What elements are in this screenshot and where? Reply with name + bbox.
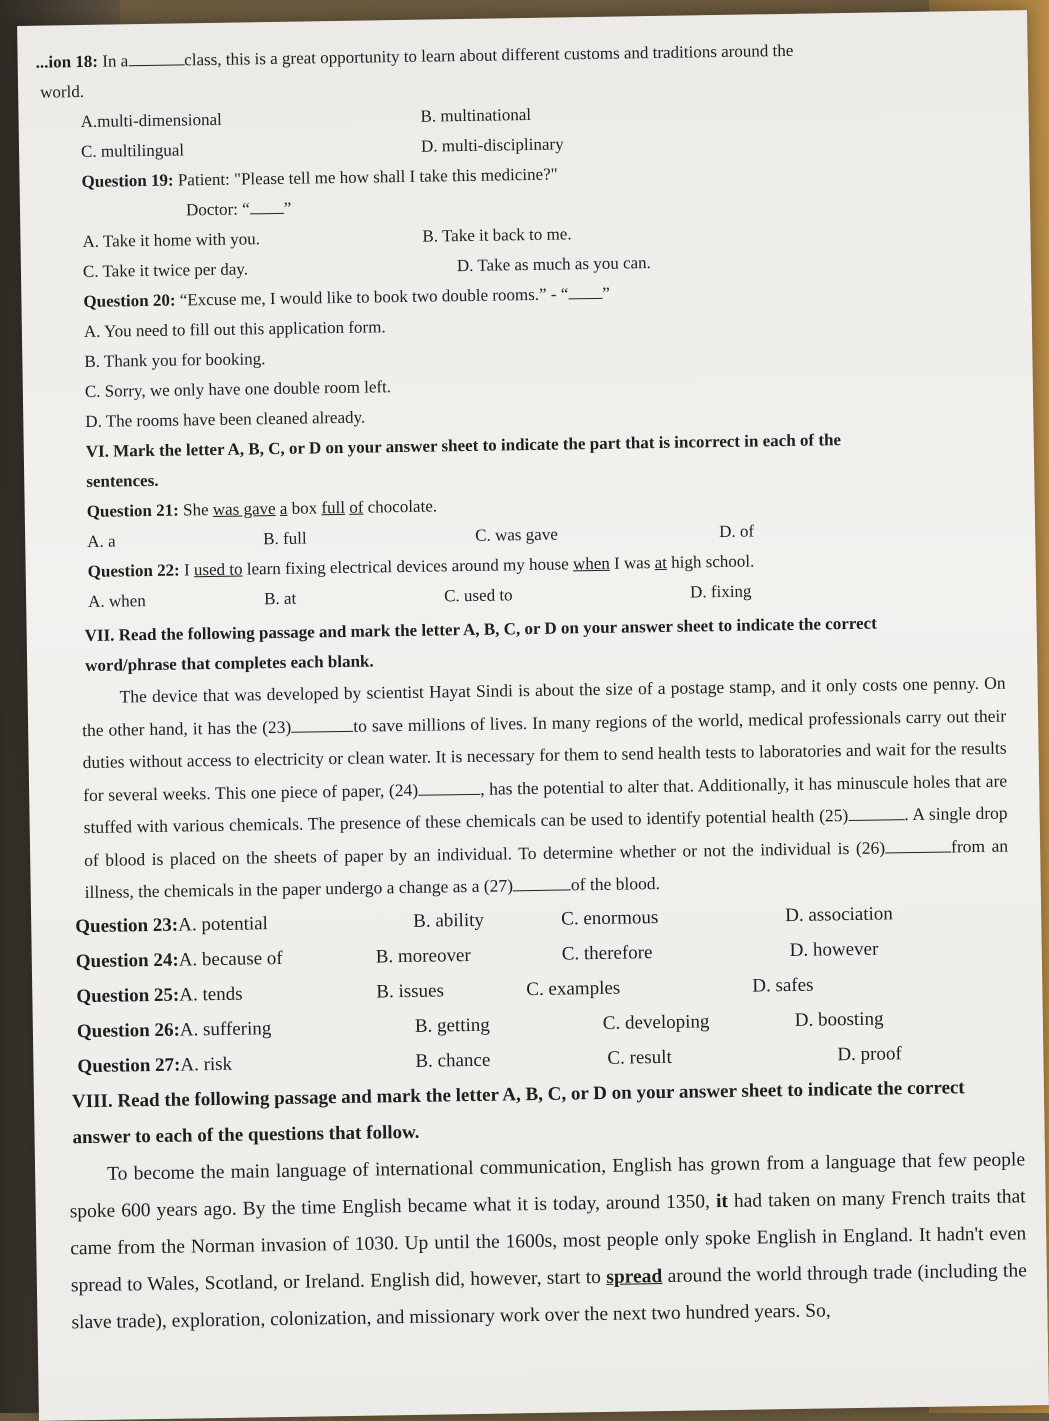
question-26-label-group [77,1011,272,1050]
question-18-text-before: In a [102,51,129,71]
section-7-title: VII. Read the following passage and mark the letter A, B, C, or D on your answer sheet to indicate the correct [84,613,877,646]
option-d[interactable]: D. safes [752,974,814,997]
question-23-label-group [75,906,268,945]
option-c[interactable]: C. enormous [561,906,659,930]
option-d[interactable]: D. fixing [689,581,752,602]
sentence-text: I [183,560,195,580]
answer-blank [848,801,904,821]
doctor-close-quote: ” [283,198,292,218]
option-c[interactable]: C. multilingual [80,140,185,162]
sentence-text: chocolate. [363,496,438,517]
option-c[interactable]: C. result [607,1046,672,1069]
option-a[interactable]: A. because of [178,947,283,971]
option-c[interactable]: C. was gave [475,524,558,545]
option-a[interactable]: A. suffering [179,1017,272,1041]
answer-blank [885,833,951,853]
option-b[interactable]: B. at [263,588,297,609]
passage-text: had taken on many French traits that came from the Norman invasion of 1030. Up until the 1600s, most people only spoke English in England. It hadn't even spread to Wales, Scotland, or Ireland. English did, however, start to [70,1185,1027,1296]
reading-passage-2 [53,1141,1028,1341]
passage-paragraph [81,667,1008,909]
option-b[interactable]: B. multinational [420,104,532,126]
passage-text: of the blood. [570,873,661,895]
underlined-part: at [654,552,668,573]
answer-blank [418,775,480,795]
option-b[interactable]: B. chance [415,1049,491,1072]
passage-text: The device that was developed by scientist Hayat Sindi is about the size of a postage stamp, and it only costs one penny. On the other hand, it has the [82,672,1006,740]
question-18-label: ...ion 18: [35,51,99,72]
sentence-text: She [182,500,213,520]
underlined-part: a [279,498,288,518]
option-a[interactable]: A. potential [178,912,269,936]
answer-blank [128,46,184,66]
blank-number: (25) [818,805,849,826]
section-7-title-cont: word/phrase that completes each blank. [85,651,374,676]
option-b[interactable]: B. Thank you for booking. [84,349,266,372]
question-20-text: “Excuse me, I would like to book two double rooms.” - “ [179,284,569,310]
question-24-label-group [76,940,283,979]
highlighted-word: spread [606,1265,663,1288]
option-d[interactable]: D. boosting [794,1008,884,1031]
question-21-label: Question 21: [86,500,179,521]
question-27-label-group [77,1046,232,1084]
option-c[interactable]: C. developing [602,1010,710,1034]
section-8-title-cont: answer to each of the questions that follow. [72,1121,420,1148]
option-a[interactable]: A. You need to fill out this application form. [83,317,386,342]
option-d[interactable]: D. The rooms have been cleaned already. [85,407,366,431]
exam-content [35,32,1027,1341]
answer-blank [250,195,284,215]
section-6-title-cont: sentences. [86,470,159,491]
question-19-text: Patient: "Please tell me how shall I take this medicine?" [177,164,558,190]
doctor-label: Doctor: “ [185,199,250,220]
passage-text: from an illness, the chemicals in the paper undergo a change as a [84,835,1009,903]
underlined-part: used to [193,559,243,580]
option-a[interactable]: A. a [87,531,116,551]
passage-text: To become the main language of international communication, English has grown from a language that few people spoke 600 years ago. By the time English became what it is today, around 1350, [69,1148,1026,1222]
question-23-label: Question 23: [75,914,179,937]
passage-text: . A single drop of blood is placed on the sheets of paper by an individual. To determine whether or not the individual is [84,802,1008,870]
question-25-label: Question 25: [76,984,180,1007]
passage-text: , has the potential to alter that. Additionally, it has minuscule holes that are stuffed with various chemicals. The presence of these chemicals can be used to identify potential health [83,770,1008,838]
sentence-text: learn fixing electrical devices around my house [242,554,574,579]
answer-blank [513,871,571,891]
option-a[interactable]: A. tends [179,983,243,1006]
option-c[interactable]: C. Sorry, we only have one double room left. [84,377,392,401]
option-b[interactable]: B. full [263,528,307,549]
question-20-label: Question 20: [83,290,176,312]
blank-number: (26) [855,836,886,858]
section-8-title: VIII. Read the following passage and mark the letter A, B, C, or D on your answer sheet to indicate the correct [71,1076,965,1112]
option-b[interactable]: B. getting [414,1014,490,1037]
exam-paper [17,10,1049,1421]
blank-number: (24) [388,779,419,800]
underlined-part: of [349,497,364,517]
underlined-part: full [321,497,346,518]
question-22-label: Question 22: [87,560,180,581]
sentence-text: high school. [666,551,755,572]
blank-number: (27) [483,875,514,896]
option-c[interactable]: C. examples [526,977,621,1000]
option-c[interactable]: C. used to [443,585,513,606]
option-a[interactable]: A. risk [180,1053,233,1076]
option-d[interactable]: D. proof [837,1042,902,1065]
option-b[interactable]: B. issues [376,979,445,1002]
option-c[interactable]: C. therefore [561,941,653,965]
option-d[interactable]: D. however [789,938,879,961]
option-b[interactable]: B. ability [413,909,485,932]
option-d[interactable]: D. Take as much as you can. [456,253,652,276]
sentence-text: box [287,498,322,518]
passage-paragraph [69,1141,1028,1341]
option-a[interactable]: A.multi-dimensional [80,109,222,132]
question-26-label: Question 26: [76,1019,180,1042]
section-6-title: VI. Mark the letter A, B, C, or D on your answer sheet to indicate the part that is incorrect in each of the [85,430,842,461]
option-a[interactable]: A. when [88,591,146,611]
option-b[interactable]: B. moreover [375,944,471,967]
answer-blank [568,280,602,300]
sentence-text: I was [609,553,655,573]
option-d[interactable]: D. association [785,902,893,926]
option-d[interactable]: D. of [718,521,755,542]
question-18-cont: world. [39,81,85,102]
option-c[interactable]: C. Take it twice per day. [82,259,249,282]
referenced-word: it [715,1190,729,1212]
reading-passage-1 [45,667,1008,910]
answer-blank [291,712,353,732]
question-19-label: Question 19: [81,170,174,192]
question-27-label: Question 27: [77,1054,181,1077]
option-a[interactable]: A. Take it home with you. [82,229,261,252]
option-d[interactable]: D. multi-disciplinary [420,134,564,156]
question-20-close-quote: ” [602,283,610,303]
blank-number: (23) [261,716,292,737]
question-18-text-after: class, this is a great opportunity to learn about different customs and traditions around the [184,40,794,70]
underlined-part: was gave [212,499,276,520]
underlined-part: when [572,553,610,574]
option-b[interactable]: B. Take it back to me. [422,224,572,246]
passage-text: to save millions of lives. In many regions of the world, medical professionals carry out their duties without access to electricity or clean water. It is necessary for them to send health tests to laboratories and wait for the results for several weeks. This one piece of paper, [82,705,1007,805]
question-24-label: Question 24: [75,949,179,972]
question-25-label-group [76,976,243,1015]
passage-text: around the world through trade (including the slave trade), exploration, colonization, and missionary work over the next two hundred years. So, [71,1259,1027,1333]
